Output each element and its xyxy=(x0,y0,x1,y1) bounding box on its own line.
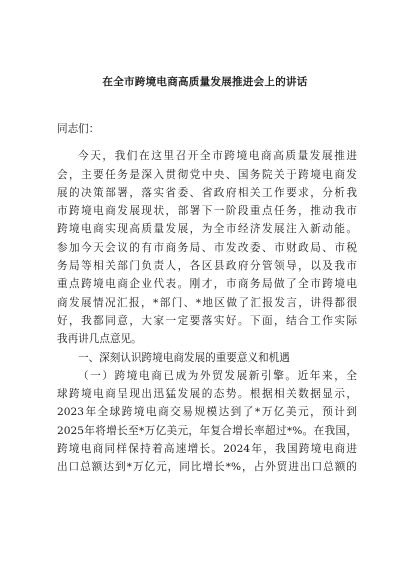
paragraph-line: 务局等相关部门负责人，各区县政府分管领导，以及我市 xyxy=(57,260,357,273)
paragraph-line: （一）跨境电商已成为外贸发展新引擎。近年来，全 xyxy=(78,369,357,382)
paragraph-line: 2025年将增长至*万亿美元，年复合增长率超过*%。在我国， xyxy=(57,424,357,437)
paragraph-line: 展的决策部署，落实省委、省政府相关工作要求，分析我 xyxy=(57,186,357,199)
paragraph-line: 我再讲几点意见。 xyxy=(57,333,142,346)
section-heading: 一、深刻认识跨境电商发展的重要意义和机遇 xyxy=(78,351,290,364)
document-body xyxy=(57,120,357,477)
paragraph-line: 会，主要任务是深入贯彻党中央、国务院关于跨境电商发 xyxy=(57,168,357,181)
paragraph-line: 球跨境电商呈现出迅猛发展的态势。根据相关数据显示， xyxy=(57,388,357,401)
paragraph-line: 2023年全球跨境电商交易规模达到了*万亿美元，预计到 xyxy=(57,406,357,419)
paragraph-line: 市跨境电商发展现状，部署下一阶段重点任务，推动我市 xyxy=(57,205,357,218)
paragraph-line: 出口总额达到*万亿元，同比增长*%，占外贸进出口总额的 xyxy=(57,461,357,474)
salutation: 同志们： xyxy=(57,123,100,135)
paragraph-line: 参加今天会议的有市商务局、市发改委、市财政局、市税 xyxy=(57,241,357,254)
document-title: 在全市跨境电商高质量发展推进会上的讲话 xyxy=(102,76,308,88)
paragraph-line: 今天，我们在这里召开全市跨境电商高质量发展推进 xyxy=(78,150,357,163)
paragraph-line: 跨境电商同样保持着高速增长。2024年，我国跨境电商进 xyxy=(57,443,357,456)
paragraph-line: 好，我都同意，大家一定要落实好。下面，结合工作实际 xyxy=(57,314,357,327)
paragraph-gap xyxy=(57,138,357,147)
paragraph-line: 跨境电商实现高质量发展，为全市经济发展注入新动能。 xyxy=(57,223,357,236)
paragraph-line: 商发展情况汇报，*部门、*地区做了汇报发言，讲得都很 xyxy=(57,296,357,309)
paragraph-line: 重点跨境电商企业代表。刚才，市商务局做了全市跨境电 xyxy=(57,278,357,291)
